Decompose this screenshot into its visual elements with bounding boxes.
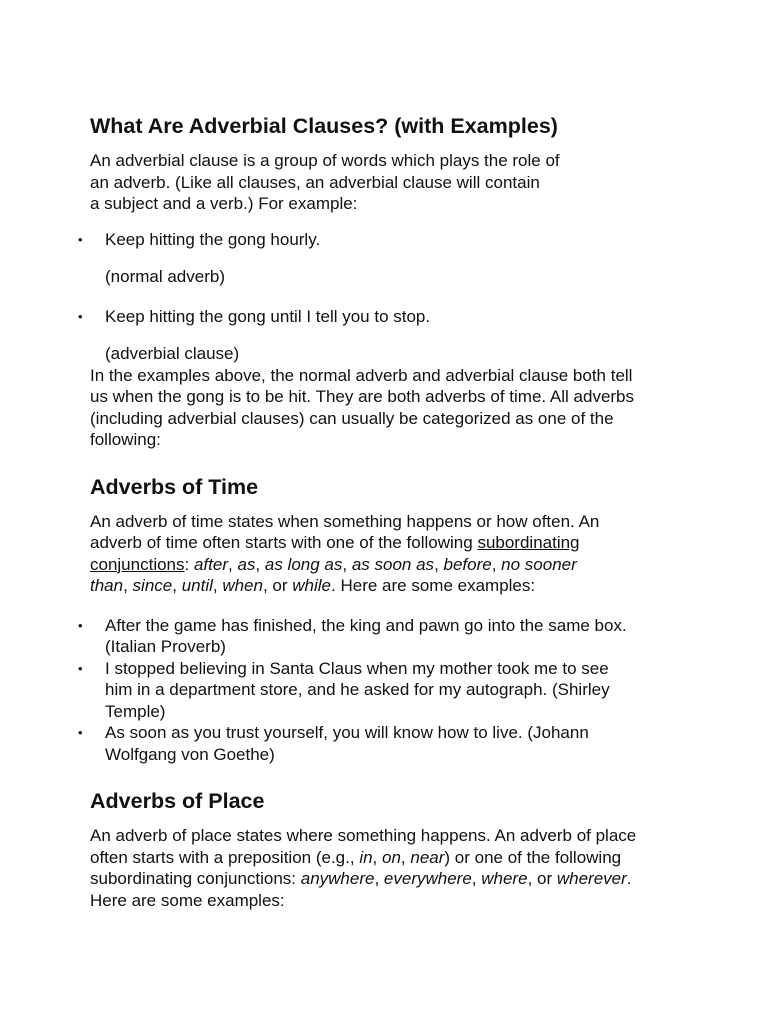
time-line: An adverb of time states when something happens or how often. An xyxy=(90,511,600,531)
example-list xyxy=(78,306,690,328)
subordinating-conjunctions-link[interactable]: conjunctions xyxy=(90,554,185,574)
page-title: What Are Adverbial Clauses? (with Examples) xyxy=(90,114,558,138)
explanation-line: us when the gong is to be hit. They are both adverbs of time. All adverbs xyxy=(90,387,635,406)
example-text: Keep hitting the gong until I tell you to stop. xyxy=(105,306,431,326)
example-text: Keep hitting the gong hourly. xyxy=(105,229,321,249)
list-item: • As soon as you trust yourself, you will know how to live. (Johann Wolfgang von Goethe) xyxy=(78,723,589,764)
explanation-line: In the examples above, the normal adverb and adverbial clause both tell xyxy=(90,365,633,385)
list-item xyxy=(78,306,690,328)
explanation-line: following: xyxy=(90,430,161,449)
place-line: subordinating conjunctions: anywhere, everywhere, where, or wherever. xyxy=(90,869,632,888)
explanation-line: (including adverbial clauses) can usually be categorized as one of the xyxy=(90,408,614,428)
place-paragraph xyxy=(90,825,690,911)
place-line: often starts with a preposition (e.g., in, on, near) or one of the following xyxy=(90,847,622,867)
intro-line: a subject and a verb.) For example: xyxy=(90,194,358,213)
time-paragraph xyxy=(90,511,690,597)
subordinating-conjunctions-link[interactable]: subordinating xyxy=(477,533,580,552)
time-line: than, since, until, when, or while. Here are some examples: xyxy=(90,576,536,595)
bullet-icon: • xyxy=(78,308,83,324)
intro-paragraph xyxy=(90,150,610,215)
section-heading-time: Adverbs of Time xyxy=(90,474,259,499)
place-line: An adverb of place states where something happens. An adverb of place xyxy=(90,826,637,845)
bullet-icon: • xyxy=(78,617,83,633)
example-note: (adverbial clause) xyxy=(105,344,240,363)
list-item xyxy=(78,229,690,251)
bullet-icon: • xyxy=(78,231,83,247)
time-line: conjunctions: after, as, as long as, as soon as, before, no sooner xyxy=(90,554,577,574)
example-list xyxy=(78,229,690,251)
explanation-paragraph xyxy=(90,365,690,451)
example-note: (normal adverb) xyxy=(105,267,225,286)
intro-line: An adverbial clause is a group of words which plays the role of xyxy=(90,151,560,170)
bullet-icon: • xyxy=(78,725,83,740)
bullet-icon: • xyxy=(78,660,83,676)
list-item: • After the game has finished, the king and pawn go into the same box. (Italian Proverb) xyxy=(78,615,627,656)
intro-line: an adverb. (Like all clauses, an adverbial clause will contain xyxy=(90,172,540,192)
document-content xyxy=(78,112,690,911)
time-example-list xyxy=(78,615,690,766)
section-heading-place: Adverbs of Place xyxy=(90,789,265,813)
place-line: Here are some examples: xyxy=(90,890,285,910)
list-item: • I stopped believing in Santa Claus when my mother took me to see him in a department store, and he asked for my autograph. (Shirley Temple) xyxy=(78,658,610,721)
time-line: adverb of time often starts with one of the following subordinating xyxy=(90,533,580,552)
